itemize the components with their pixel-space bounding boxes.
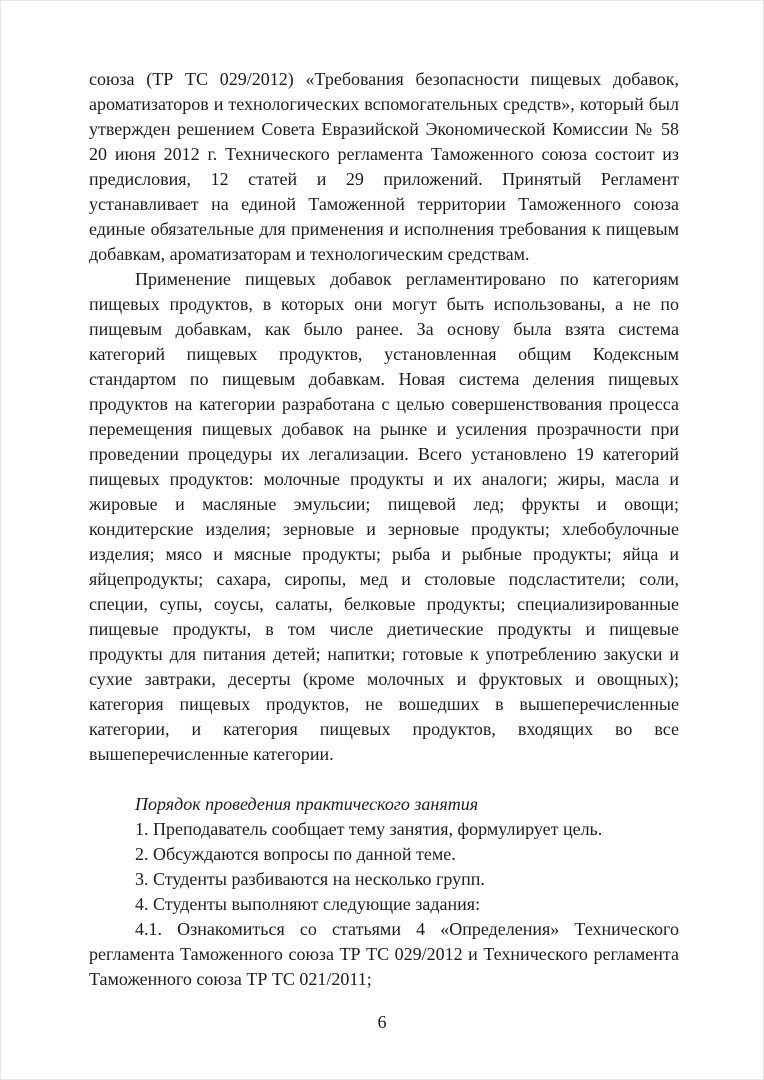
list-item-4-1: 4.1. Ознакомиться со статьями 4 «Определения» Технического регламента Таможенного союза ТР ТС 029/2012 и Технического регламента Таможенного союза ТР ТС 021/2011; bbox=[89, 919, 679, 989]
body-paragraph-continuation: союза (ТР ТС 029/2012) «Требования безопасности пищевых добавок, ароматизаторов и технологических вспомогательных средств», который был утвержден решением Совета Евразийской Экономической Комиссии № 58 20 июня 2012 г. Технического регламента Таможенного союза состоит из предисловия, 12 статей и 29 приложений. Принятый Регламент устанавливает на единой Таможенной территории Таможенного союза единые обязательные для применения и исполнения требования к пищевым добавкам, ароматизаторам и технологическим средствам. bbox=[89, 69, 679, 264]
body-paragraph-food-categories: Применение пищевых добавок регламентировано по категориям пищевых продуктов, в которых они могут быть использованы, а не по пищевым добавкам, как было ранее. За основу была взята система категорий пищевых продуктов, установленная общим Кодексным стандартом по пищевым добавкам. Новая система деления пищевых продуктов на категории разработана с целью совершенствования процесса перемещения пищевых добавок на рынке и усиления прозрачности при проведении процедуры их легализации. Всего установлено 19 категорий пищевых продуктов: молочные продукты и их аналоги; жиры, масла и жировые и масляные эмульсии; пищевой лед; фрукты и овощи; кондитерские изделия; зерновые и зерновые продукты; хлебобулочные изделия; мясо и мясные продукты; рыба и рыбные продукты; яйца и яйцепродукты; сахара, сиропы, мед и столовые подсластители; соли, специи, супы, соусы, салаты, белковые продукты; специализированные пищевые продукты, в том числе диетические продукты и пищевые продукты для питания детей; напитки; готовые к употреблению закуски и сухие завтраки, десерты (кроме молочных и фруктовых и овощных); категория пищевых продуктов, не вошедших в вышеперечисленные категории, и категория пищевых продуктов, входящих во все вышеперечисленные категории. bbox=[89, 269, 679, 764]
page-content bbox=[89, 67, 679, 992]
list-item-3: 3. Студенты разбиваются на несколько групп. bbox=[135, 869, 485, 889]
list-item-2: 2. Обсуждаются вопросы по данной теме. bbox=[135, 844, 456, 864]
list-item-4: 4. Студенты выполняют следующие задания: bbox=[135, 894, 481, 914]
list-item-1: 1. Преподаватель сообщает тему занятия, формулирует цель. bbox=[135, 819, 603, 839]
page-number: 6 bbox=[377, 1012, 387, 1032]
section-heading-practical-lesson: Порядок проведения практического занятия bbox=[135, 794, 479, 814]
